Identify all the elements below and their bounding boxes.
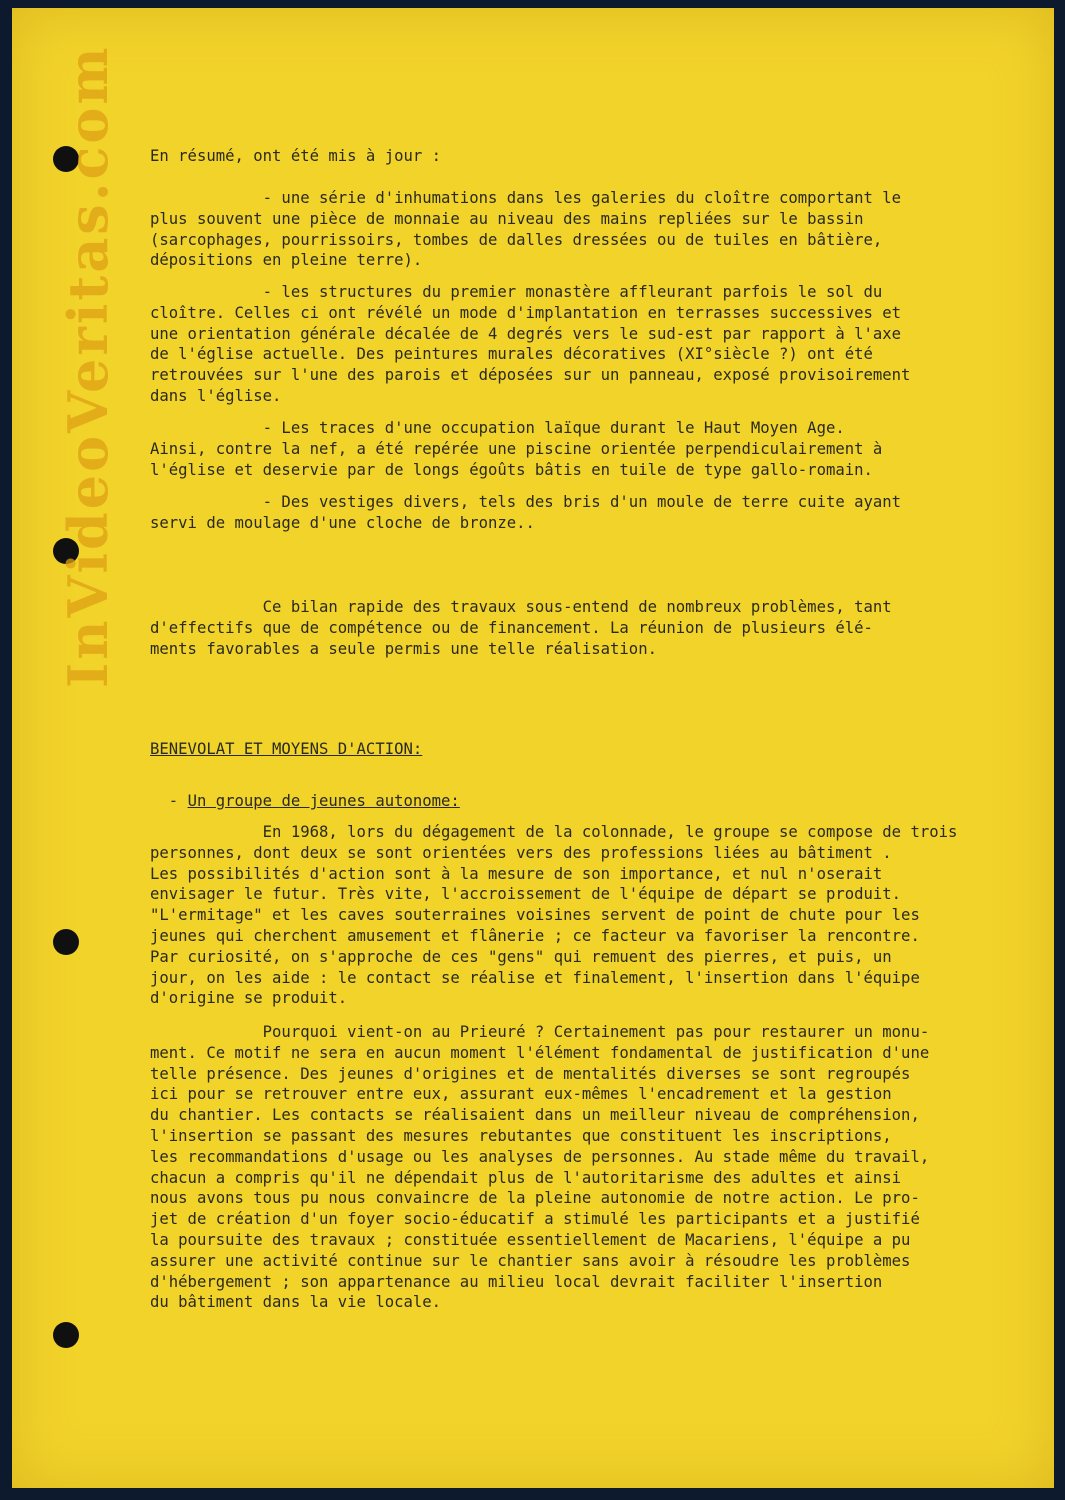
subheading-title: Un groupe de jeunes autonome: <box>187 792 460 810</box>
body-paragraph: En 1968, lors du dégagement de la colonnade, le groupe se compose de trois personnes, dont deux se sont orientées vers des professions liées au bâtiment . Les possibilités d'action sont à la mesure de son importance, et nul n'oserait envisager le futur. Très vite, l'accroissement de l'équipe de départ se produit. "L'ermitage" et les caves souterraines voisines servent de point de chute pour les jeunes qui cherchent amusement et flânerie ; ce facteur va favoriser la rencontre. Par curiosité, on s'approche de ces "gens" qui remuent des pierres, et puis, un jour, on les aide : le contact se réalise et finalement, l'insertion dans l'équipe d'origine se produit. <box>150 823 958 1008</box>
subheading <box>150 791 1030 812</box>
watermark: InVideoVeritas.com <box>56 44 120 688</box>
body-paragraph: Pourquoi vient-on au Prieuré ? Certainement pas pour restaurer un monu- ment. Ce motif ne sera en aucun moment l'élément fondamental de justification d'une telle présence. Des jeunes d'origines et de mentalités diverses se sont regroupés ici pour se retrouver entre eux, assurant eux-mêmes l'encadrement et la gestion du chantier. Les contacts se réalisaient dans un meilleur niveau de compréhension, l'insertion se passant des mesures rebutantes que constituent les inscriptions, les recommandations d'usage ou les analyses de personnes. Au stade même du travail, chacun a compris qu'il ne dépendait plus de l'autoritarisme des adultes et ainsi nous avons tous pu nous convaincre de la pleine autonomie de notre action. Le pro- jet de création d'un foyer socio-éducatif a stimulé les participants et a justifié la poursuite des travaux ; constituée essentiellement de Macariens, l'équipe a pu assurer une activité continue sur le chantier sans avoir à résoudre les problèmes d'hébergement ; son appartenance au milieu local devrait faciliter l'insertion du bâtiment dans la vie locale. <box>150 1023 930 1312</box>
section-heading: BENEVOLAT ET MOYENS D'ACTION: <box>150 740 423 758</box>
document-page <box>12 8 1054 1488</box>
punch-hole <box>53 929 79 955</box>
punch-hole <box>53 1322 79 1348</box>
finding-item: - Les traces d'une occupation laïque durant le Haut Moyen Age. Ainsi, contre la nef, a été repérée une piscine orientée perpendiculairement à l'église et deservie par de longs égoûts bâtis en tuile de type gallo-romain. <box>150 419 883 479</box>
finding-item: - les structures du premier monastère affleurant parfois le sol du cloître. Celles ci ont révélé un mode d'implantation en terrasses successives et une orientation générale décalée de 4 degrés vers le sud-est par rapport à l'axe de l'église actuelle. Des peintures murales décoratives (XI°siècle ?) ont été retrouvées sur l'une des parois et déposées sur un panneau, exposé provisoirement dans l'église. <box>150 283 911 405</box>
finding-item: - Des vestiges divers, tels des bris d'un moule de terre cuite ayant servi de moulage d'une cloche de bronze.. <box>150 493 902 532</box>
summary-paragraph: Ce bilan rapide des travaux sous-entend de nombreux problèmes, tant d'effectifs que de compétence ou de financement. La réunion de plusieurs élé- ments favorables a seule permis une telle réalisation. <box>150 598 892 658</box>
finding-item: - une série d'inhumations dans les galeries du cloître comportant le plus souvent une pièce de monnaie au niveau des mains repliées sur le bassin (sarcophages, pourrissoirs, tombes de dalles dressées ou de tuiles en bâtière, dépositions en pleine terre). <box>150 189 902 270</box>
intro-line: En résumé, ont été mis à jour : <box>150 147 442 165</box>
subheading-bullet: - <box>150 792 188 810</box>
